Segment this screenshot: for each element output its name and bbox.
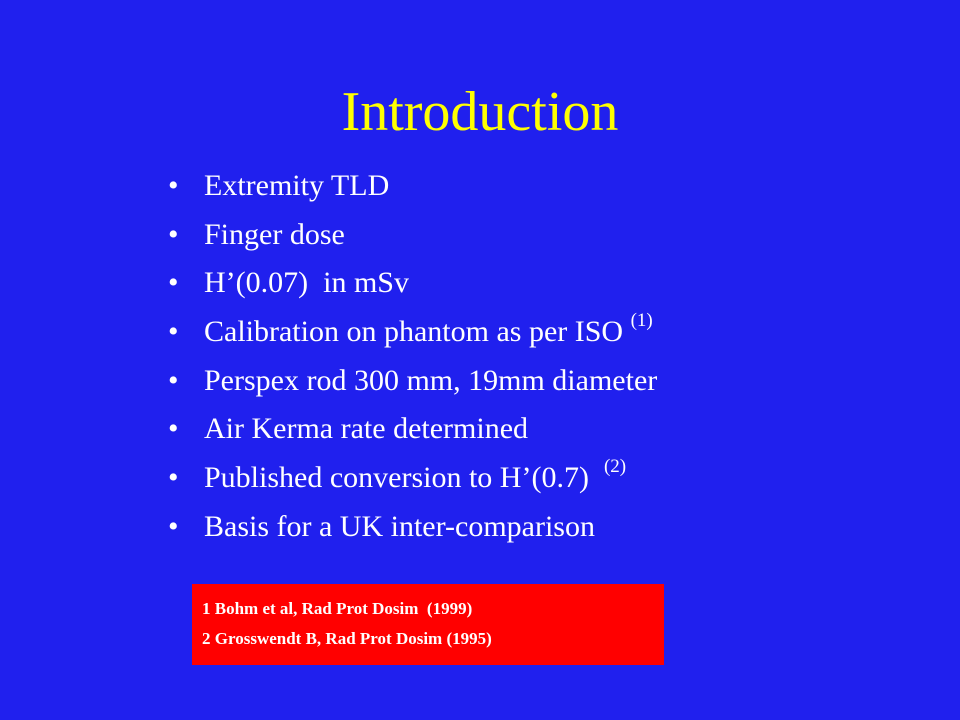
bullet-text: Finger dose xyxy=(204,217,345,251)
bullet-item xyxy=(168,211,657,260)
bullet-text: Calibration on phantom as per ISO xyxy=(204,315,631,349)
bullet-text: H’(0.07) in mSv xyxy=(204,266,409,300)
bullet-dot-icon: • xyxy=(168,315,179,349)
bullet-text: Air Kerma rate determined xyxy=(204,412,529,446)
reference-item: 1 Bohm et al, Rad Prot Dosim (1999) xyxy=(202,599,473,618)
bullet-dot-icon: • xyxy=(168,509,179,543)
bullet-dot-icon: • xyxy=(168,217,179,251)
bullet-text: Extremity TLD xyxy=(204,169,390,202)
citation-marker: (2) xyxy=(603,456,627,478)
bullet-item xyxy=(168,503,657,552)
bullet-dot-icon: • xyxy=(168,461,179,495)
bullet-dot-icon: • xyxy=(168,266,179,300)
bullet-dot-icon: • xyxy=(168,169,179,202)
references-box xyxy=(192,584,664,665)
bullet-item xyxy=(168,308,657,357)
bullet-text: Basis for a UK inter-comparison xyxy=(204,509,595,543)
bullet-text: Published conversion to H’(0.7) xyxy=(204,461,604,495)
bullet-item xyxy=(168,405,657,454)
slide-title: Introduction xyxy=(341,81,619,143)
bullet-dot-icon: • xyxy=(168,412,179,446)
bullet-item xyxy=(168,454,657,503)
bullet-item xyxy=(168,357,657,406)
bullet-dot-icon: • xyxy=(168,363,179,397)
bullet-item xyxy=(168,259,657,308)
bullet-text: Perspex rod 300 mm, 19mm diameter xyxy=(204,363,658,397)
bullet-item xyxy=(168,162,657,211)
bullet-list xyxy=(168,162,657,552)
citation-marker: (1) xyxy=(630,310,653,332)
reference-item: 2 Grosswendt B, Rad Prot Dosim (1995) xyxy=(202,629,492,648)
